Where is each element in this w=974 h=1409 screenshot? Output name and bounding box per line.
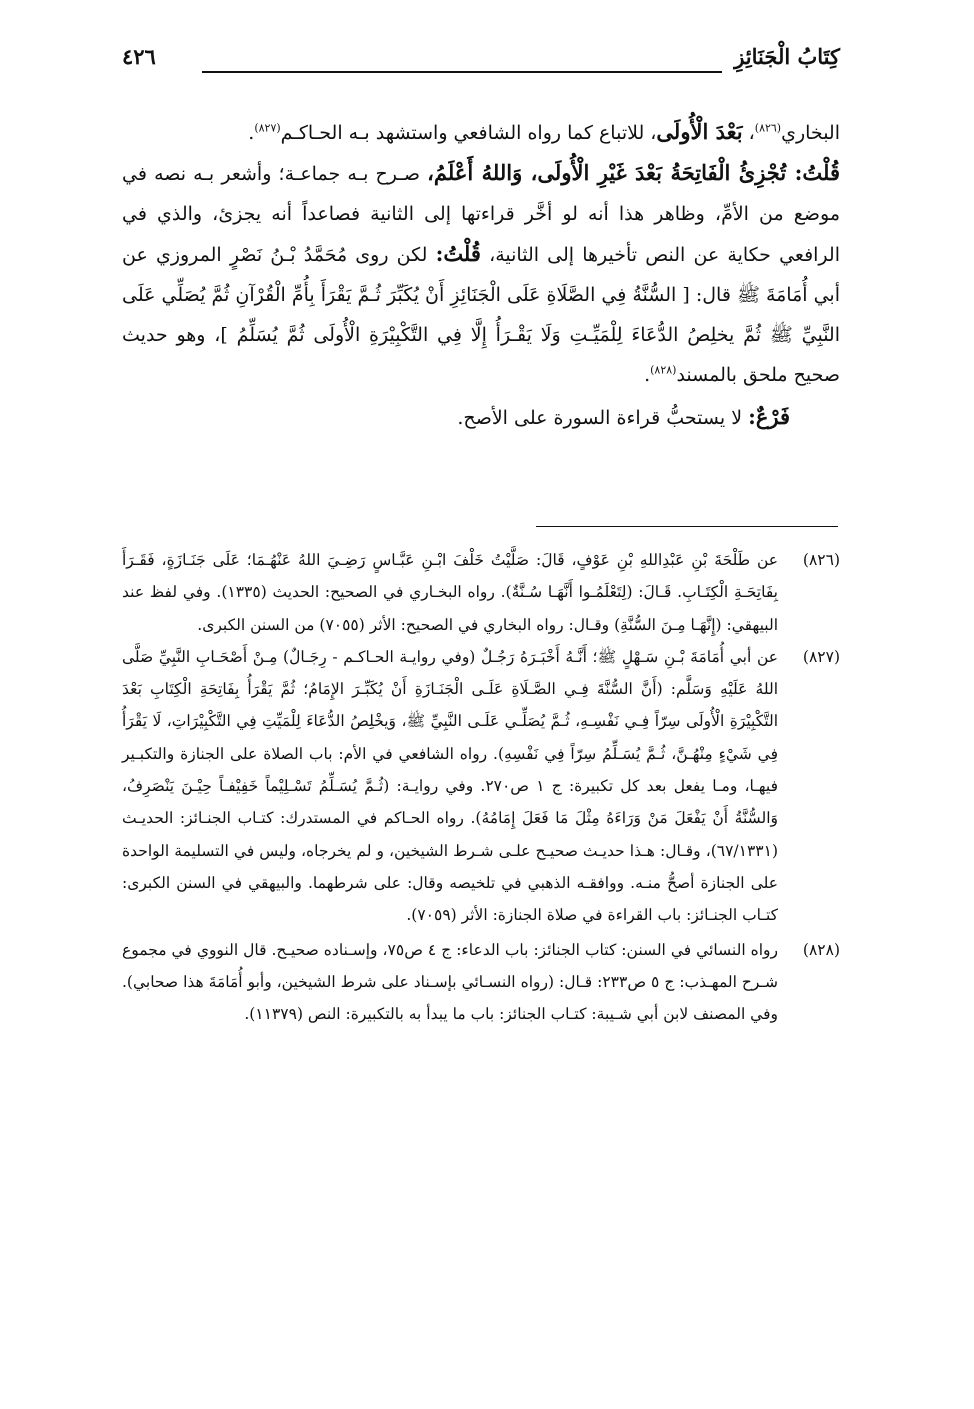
- footnote-text: عن طَلْحَةَ بْنِ عَبْدِاللهِ بْنِ عَوْفٍ، قَالَ: صَلَّيْتُ خَلْفَ ابْـنِ عَبَّـاسٍ رَضِـيَ اللهُ عَنْهُـمَا؛ عَلَى جَنَـازَةٍ، فَقَـرَأَ بِفَاتِحَـةِ الْكِتَـابِ. قَـالَ: (لِتَعْلَمُـوا أَنَّهَـا سُـنَّةٌ). رواه البخـاري في الصحيح: الحديث (١٣٣٥). وفي لفظ عند البيهقي: (إِنَّهَـا مِـنَ السُّنَّةِ) وقـال: رواه البخاري في الصحيح: الأثر (٧٠٥٥) من السنن الكبرى.: [122, 551, 778, 634]
- footnote-number: (٨٢٨): [802, 940, 840, 959]
- footnote-text: عن أبي أُمَامَةَ بْـنِ سَـهْلٍ ﷺ؛ أَنَّـهُ أَخْبَـرَهُ رَجُـلٌ (وفي روايـة الحـاكـم - رِجَـالٌ) مِـنْ أَصْحَـابِ النَّبِيِّ صَلَّى اللهُ عَلَيْهِ وَسَلَّم: (أَنَّ السُّنَّةَ فِـي الصَّـلَاةِ عَلَـى الْجَنَـازَةِ أَنْ يُكَبِّـرَ الإِمَامُ؛ ثُمَّ يَقْرَأُ بِفَاتِحَةِ الْكِتَابِ بَعْدَ التَّكْبِيْرَةِ الْأُولَى سِرّاً فِـي نَفْسِـهِ، ثُـمَّ يُصَلِّـي عَلَـى النَّبِيِّ ﷺ، وَيخْلِصُ الدُّعَاءَ لِلْمَيِّتِ فِي التَّكْبِيْرَاتِ، لَا يَقْرَأُ فِي شَيْءٍ مِنْهُـنَّ، ثُـمَّ يُسَـلِّمُ سِرّاً فِي نَفْسِهِ). رواه الشافعي في الأم: باب الصلاة على الجنازة والتكبـير فيهـا، ومـا يفعل بعد كل تكبيرة: ج ١ ص٢٧٠. وفي روايـة: (ثُـمَّ يُسَـلِّمُ تَسْـلِيْماً خَفِيْفـاً حِيْـنَ يَنْصَرِفُ، وَالسُّنَّةُ أَنْ يَفْعَلَ مَنْ وَرَاءَهُ مِثْلَ مَا فَعَلَ إِمَامُهُ). رواه الحـاكم في المستدرك: كتـاب الجنـائز: الحديـث (٦٧/١٣٣١)، وقـال: هـذا حديـث صحيـح علـى شـرط الشيخين، و لم يخرجاه، وليس في التسليمة الواحدة على الجنازة أصحُّ منـه. ووافقـه الذهبي في تلخيصه وقال: على شرطهما. والبيهقي في السنن الكبرى: كتـاب الجنـائز: باب القراءة في صلاة الجنازة: الأثر (٧٠٥٩).: [122, 647, 778, 925]
- footnote-ref: (٨٢٧): [254, 121, 281, 135]
- text-run: صـرح بـه جماعـة؛ وأشعر بـه نصه في موضع من الأمِّ، وظاهر هذا أنه لو أخَّر قراءتها إلى الثانية فصاعداً أنه يجزئ، والذي في الرافعي حكاية عن النص تأخيرها إلى الثانية،: [122, 163, 840, 266]
- footnote-826: [122, 544, 840, 641]
- footnote-ref: (٨٢٨): [650, 363, 677, 377]
- footnote-number: (٨٢٦): [802, 551, 840, 569]
- footnotes: [122, 544, 840, 1030]
- main-paragraph-2: [122, 153, 840, 395]
- footnote-827: [122, 641, 840, 932]
- main-paragraph-1: [122, 112, 840, 153]
- bold-phrase: قُلْتُ: تُجْزِئُ الْفَاتِحَةُ بَعْدَ غَيْرِ الْأُولَى، وَاللهُ أَعْلَمُ،: [427, 160, 840, 185]
- main-paragraph-3: [122, 397, 840, 438]
- text-run: البخاري: [781, 122, 840, 144]
- page-header: [122, 44, 840, 84]
- text-run: ]، وهو حديث صحيح ملحق بالمسند: [122, 324, 840, 386]
- header-rule: [202, 71, 722, 73]
- text-run: ، للاتباع كما رواه الشافعي واستشهد بـه الحـاكـم: [280, 122, 657, 144]
- text-run: .: [248, 122, 255, 144]
- footnote-divider: [536, 526, 838, 527]
- bold-phrase: قُلْتُ:: [435, 241, 481, 266]
- main-text: [122, 112, 840, 438]
- running-title: كِتَابُ الْجَنَائِزِ: [734, 44, 840, 69]
- bold-phrase: بَعْدَ الْأُولَى: [656, 119, 743, 144]
- text-run: لكن روى مُحَمَّدُ بْـنُ نَصْرٍ المروزي عن أبي أُمَامَةَ ﷺ قال: [: [122, 244, 840, 306]
- hadith-quote: السُّنَّةُ فِي الصَّلَاةِ عَلَى الْجَنَائِزِ أَنْ يُكَبِّرَ ثُـمَّ يَقْرَأَ بِأُمِّ الْقُرْآنِ ثُمَّ يُصَلِّي عَلَى النَّبِيِّ ﷺ ثُمَّ يخلِصُ الدُّعَاءَ لِلْمَيِّـتِ وَلَا يَقْـرَأُ إِلَّا فِي التَّكْبِيْرَةِ الْأُولَى ثُمَّ يُسَلِّمُ: [122, 284, 840, 346]
- footnote-text: رواه النسائي في السنن: كتاب الجنائز: باب الدعاء: ج ٤ ص٧٥، وإسـناده صحيـح. قال النووي في مجموع شـرح المهـذب: ج ٥ ص٢٣٣: قـال: (رواه النسـائي بإسـناد على شرط الشيخين، وأبو أُمَامَةَ هذا صحابي). وفي المصنف لابن أبي شـيبة: كتـاب الجنائز: باب ما يبدأ به بالتكبيرة: النص (١١٣٧٩).: [122, 940, 779, 1024]
- text-run: ،: [742, 122, 755, 144]
- footnote-number: (٨٢٧): [802, 647, 840, 666]
- page-number: ٤٢٦: [122, 44, 156, 69]
- text-run: .: [644, 364, 651, 386]
- footnote-828: [122, 934, 840, 1031]
- footnote-ref: (٨٢٦): [754, 121, 782, 135]
- bold-phrase: فَرْعٌ:: [748, 404, 790, 429]
- text-run: لا يستحبُّ قراءة السورة على الأصح.: [457, 407, 749, 429]
